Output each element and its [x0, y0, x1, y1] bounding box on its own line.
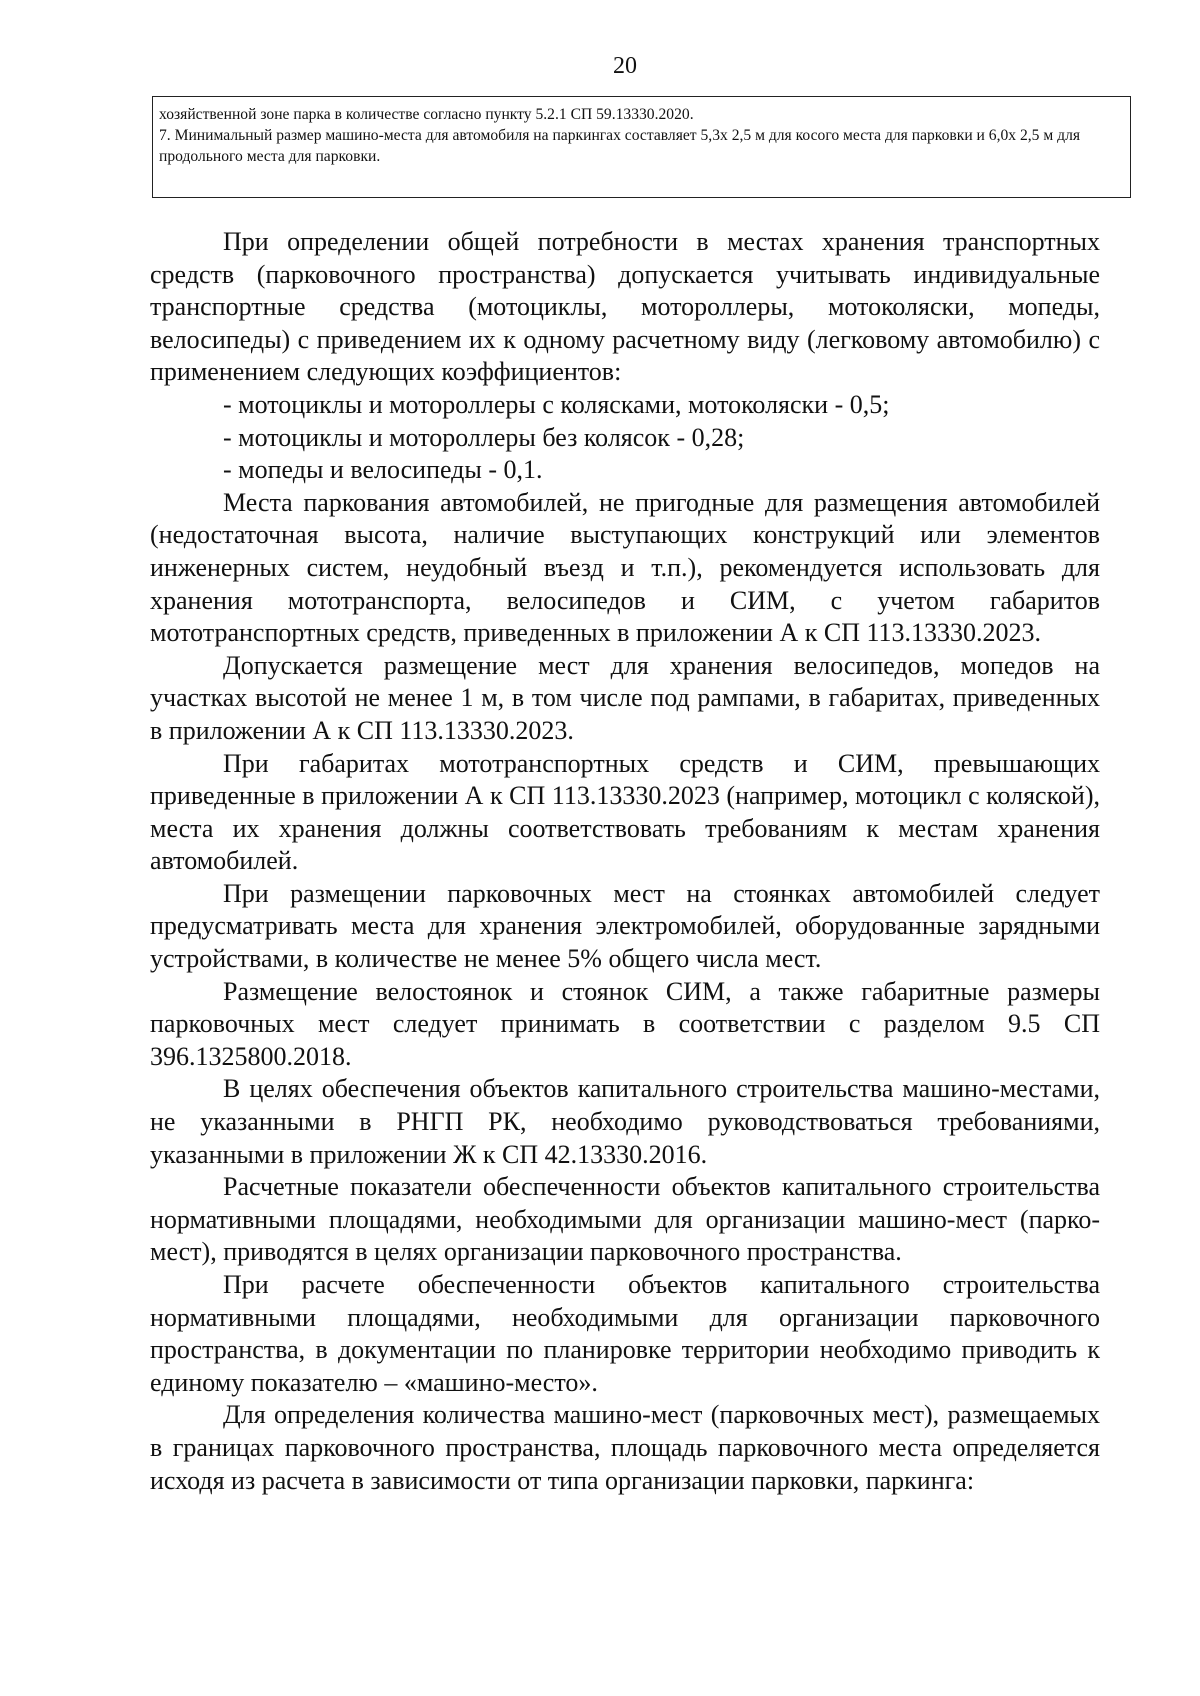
paragraph-parking-demand: При определении общей потребности в местах хранения транспортных средств (парковочного пространства) допускается учитывать индивидуальные транспортные средства (мотоциклы, мотороллеры, мотоколяски, мопеды, велосипеды) с приведением их к одному расчетному виду (легковому автомобилю) с применением следующих коэффициентов:	[150, 227, 1100, 387]
page-number: 20	[613, 53, 637, 79]
list-item-coefficient-2: - мотоциклы и мотороллеры без колясок - 0,28;	[223, 422, 745, 452]
paragraph-parking-spaces: В целях обеспечения объектов капитального строительства машино-местами, не указанными в РНГП РК, необходимо руководствоваться требованиями, указанными в приложении Ж к СП 42.13330.2016.	[150, 1074, 1100, 1169]
paragraph-bike-parking: Размещение велостоянок и стоянок СИМ, а также габаритные размеры парковочных мест следует принимать в соответствии с разделом 9.5 СП 396.1325800.2018.	[150, 976, 1100, 1071]
paragraph-oversize-vehicles: При габаритах мототранспортных средств и СИМ, превышающих приведенные в приложении А к СП 113.13330.2023 (например, мотоцикл с коляской), места их хранения должны соответствовать требованиям к местам хранения автомобилей.	[150, 748, 1100, 876]
paragraph-unsuitable-places: Места паркования автомобилей, не пригодные для размещения автомобилей (недостаточная высота, наличие выступающих конструкций или элементов инженерных систем, неудобный въезд и т.п.), рекомендуется использовать для хранения мототранспорта, велосипедов и СИМ, с учетом габаритов мототранспортных средств, приведенных в приложении А к СП 113.13330.2023.	[150, 487, 1100, 648]
document-body	[150, 226, 1100, 1497]
note-line-2: 7. Минимальный размер машино-места для автомобиля на паркингах составляет 5,3х 2,5 м для косого места для парковки и 6,0х 2,5 м для продольного места для парковки.	[159, 127, 1081, 165]
note-box	[152, 96, 1131, 198]
note-line-1: хозяйственной зоне парка в количестве согласно пункту 5.2.1 СП 59.13330.2020.	[159, 106, 694, 123]
paragraph-calculated-indicators: Расчетные показатели обеспеченности объектов капитального строительства нормативными площадями, необходимыми для организации машино-мест (парко-мест), приводятся в целях организации парковочного пространства.	[150, 1172, 1100, 1267]
paragraph-bicycle-storage: Допускается размещение мест для хранения велосипедов, мопедов на участках высотой не менее 1 м, в том числе под рампами, в габаритах, приведенных в приложении А к СП 113.13330.2023.	[150, 650, 1100, 745]
paragraph-parking-area: Для определения количества машино-мест (парковочных мест), размещаемых в границах парковочного пространства, площадь парковочного места определяется исходя из расчета в зависимости от типа организации парковки, паркинга:	[150, 1400, 1100, 1495]
list-item-coefficient-1: - мотоциклы и мотороллеры с колясками, мотоколяски - 0,5;	[223, 389, 890, 419]
paragraph-electric-vehicles: При размещении парковочных мест на стоянках автомобилей следует предусматривать места для хранения электромобилей, оборудованные зарядными устройствами, в количестве не менее 5% общего числа мест.	[150, 878, 1100, 974]
list-item-coefficient-3: - мопеды и велосипеды - 0,1.	[223, 455, 543, 485]
paragraph-calculation: При расчете обеспеченности объектов капитального строительства нормативными площадями, необходимыми для организации парковочного пространства, в документации по планировке территории необходимо приводить к единому показателю – «машино-место».	[150, 1270, 1100, 1397]
